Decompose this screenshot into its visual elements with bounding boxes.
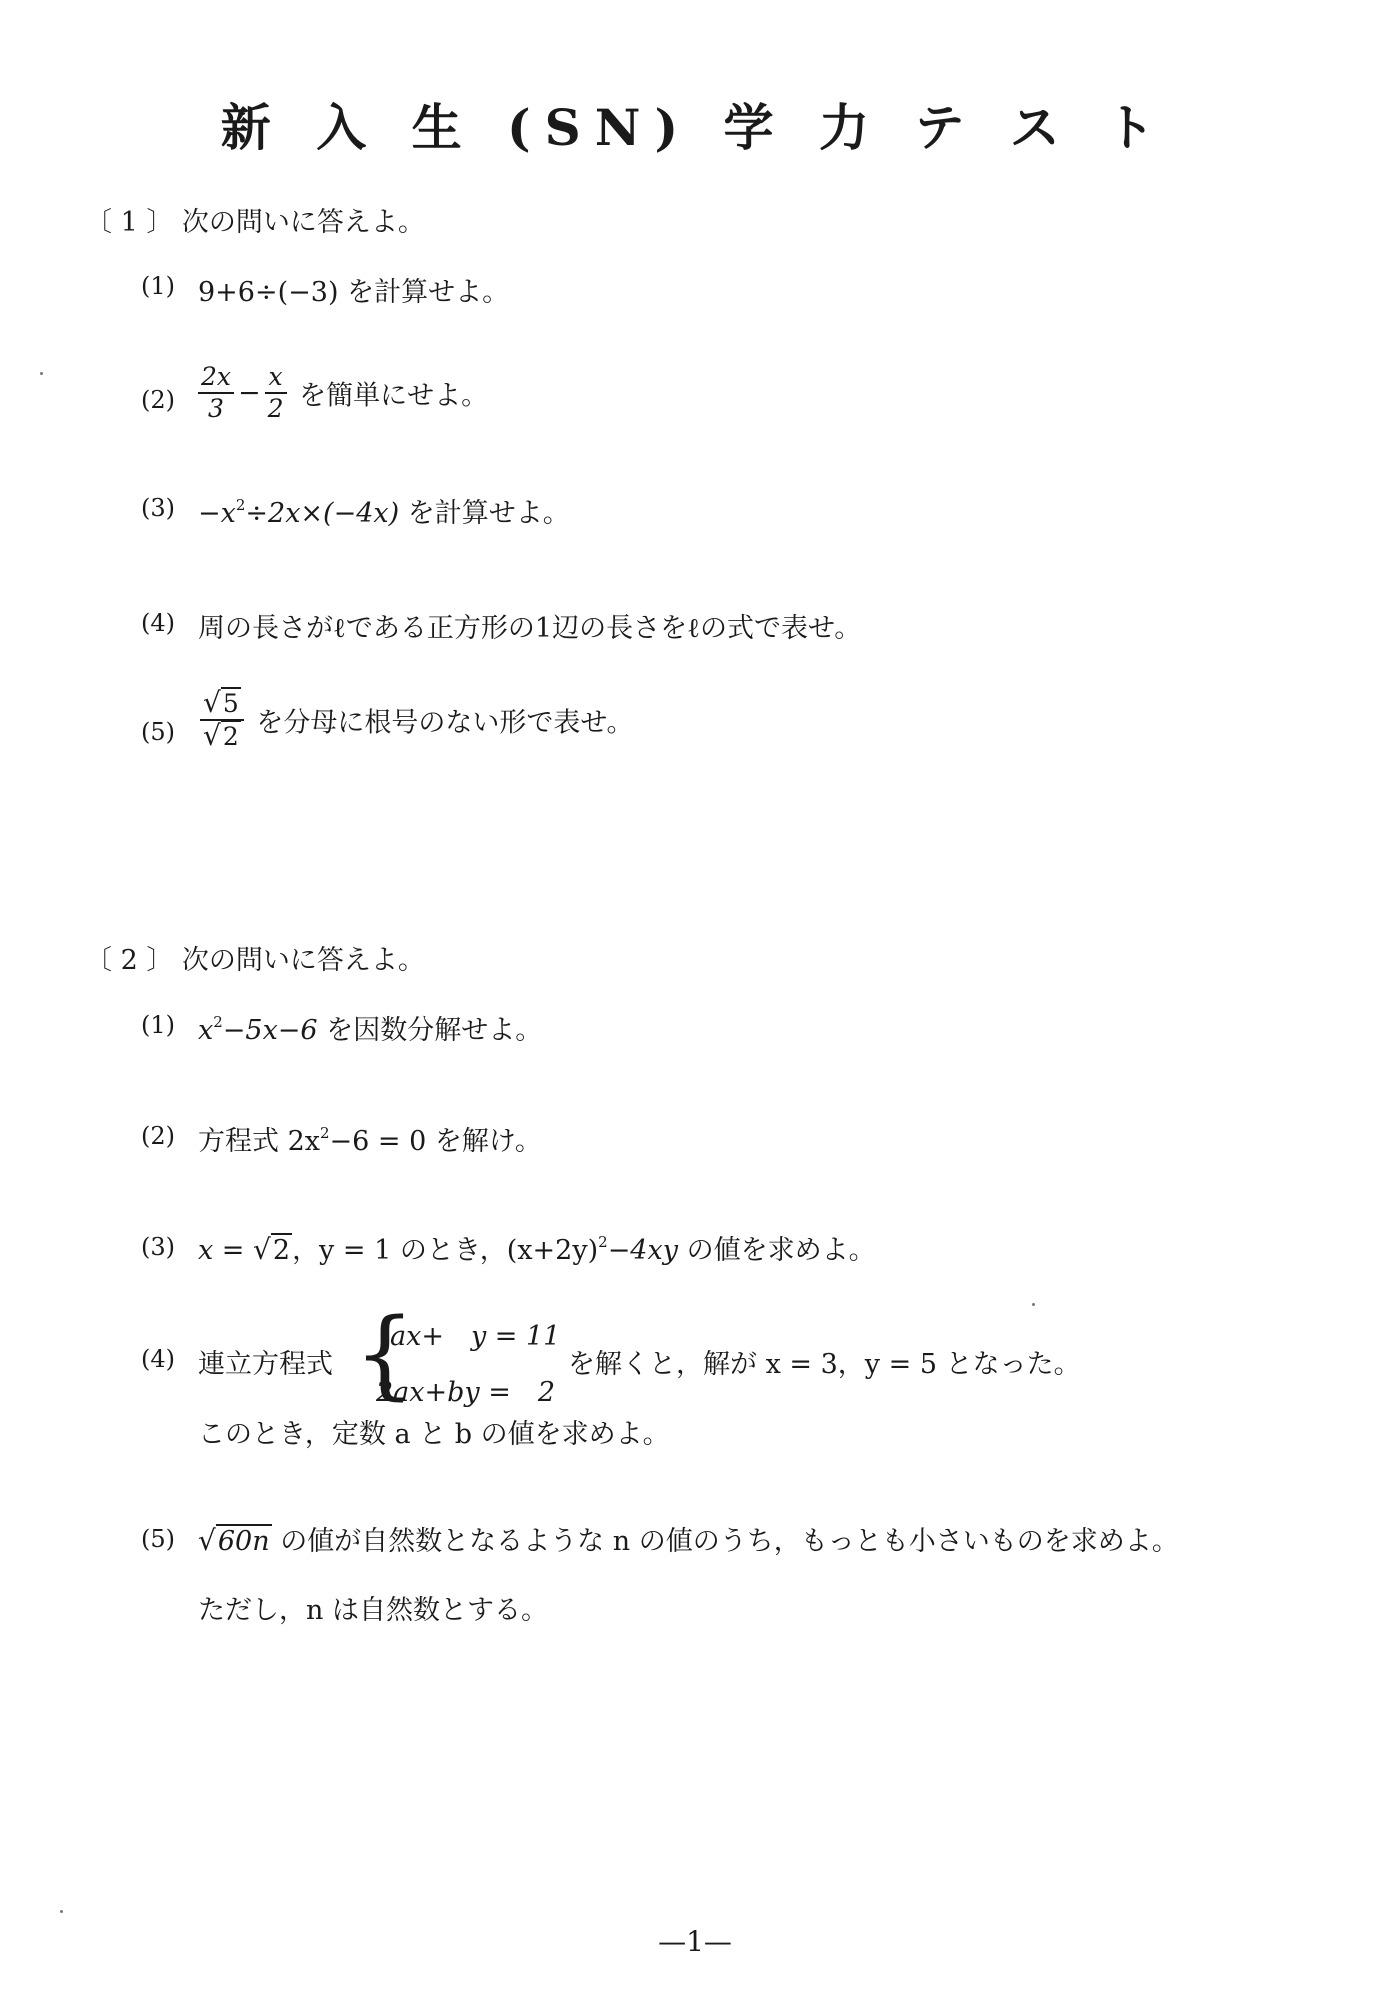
q2-4-text: を解くと，解が x = 3，y = 5 となった。 [568,1349,1081,1380]
q2-1-term-a: x [198,1015,214,1046]
q1-5-body [196,688,634,752]
q1-4-text: 周の長さがℓである正方形の1辺の長さをℓの式で表せ。 [198,613,862,644]
q1-3-term-b: ÷2x×(−4x) [245,498,400,529]
sqrt-60n: √60n [198,1524,270,1557]
q2-5-body [198,1519,1179,1558]
q1-3-exponent: 2 [235,496,246,514]
q2-2-exponent: 2 [320,1124,330,1142]
q1-5-text: を分母に根号のない形で表せ。 [256,707,634,739]
q1-1-body [198,270,509,309]
q1-1-text: を計算せよ。 [347,277,510,308]
q2-1-exponent: 2 [213,1013,223,1031]
minus-sign: − [238,377,261,409]
sqrt-2: √2 [203,719,239,752]
q2-3-body [198,1228,876,1267]
q2-3-term-a: x = [198,1235,245,1266]
q1-4-number: (4) [141,609,175,637]
q1-3-text: を計算せよ。 [407,498,570,529]
q1-2-text: を簡単にせよ。 [299,380,489,412]
q2-2-prefix: 方程式 2x [198,1126,320,1157]
sqrt-2-q3: √2 [253,1233,291,1266]
q1-3-term-a: −x [198,498,236,529]
section-1-heading: 〔 1 〕 次の問いに答えよ。 [85,207,425,238]
section-2-heading: 〔 2 〕 次の問いに答えよ。 [85,945,425,976]
q1-2-body [194,362,488,424]
q1-5-number: (5) [141,718,175,746]
q1-1-expression: 9+6÷(−3) [198,277,339,308]
q2-5-line2: ただし，n は自然数とする。 [198,1595,548,1626]
fraction-sqrt5-over-sqrt2 [200,688,244,752]
q1-3-body [198,491,570,530]
q2-2-term-b: −6 = 0 [329,1126,427,1157]
q1-1-number: (1) [141,272,175,300]
q2-4-equation-2: 2ax+by = 2 [376,1377,556,1408]
page-number: —1— [658,1925,732,1958]
q2-2-number: (2) [141,1122,175,1150]
q2-1-text: を因数分解せよ。 [326,1015,543,1046]
q2-2-body [198,1119,542,1158]
q2-1-number: (1) [141,1011,175,1039]
q2-4-number: (4) [141,1345,175,1373]
q1-3-number: (3) [141,494,175,522]
q2-4-equation-1: ax+ y = 11 [390,1321,561,1352]
q2-3-term-b: ，y = 1 のとき，(x+2y) [292,1235,599,1266]
scan-speck [40,372,43,375]
scan-speck [1032,1303,1035,1306]
fraction-x-over-2: $\frac{x}{2}$ [265,362,287,424]
q2-4-prefix: 連立方程式 [198,1349,333,1380]
q2-3-exponent: 2 [598,1233,608,1251]
scan-speck [60,1910,63,1913]
q2-3-term-c: −4xy [607,1235,678,1266]
q1-2-number: (2) [141,386,175,414]
fraction-2x-over-3: $\frac{2x}{3}$ [198,362,234,424]
page-title: 新 入 生 (SN) 学 力 テ ス ト [220,98,1170,157]
q2-5-text: の値が自然数となるような n の値のうち，もっとも小さいものを求めよ。 [280,1526,1179,1557]
q2-4-line2: このとき，定数 a と b の値を求めよ。 [198,1419,670,1450]
q2-3-text: の値を求めよ。 [686,1235,876,1266]
q2-3-number: (3) [141,1233,175,1261]
q2-5-number: (5) [141,1525,175,1553]
q2-2-text: を解け。 [434,1126,542,1157]
q2-1-body [198,1008,542,1047]
q2-1-term-b: −5x−6 [222,1015,318,1046]
sqrt-5: √5 [203,686,239,719]
system-brace: { [354,1298,416,1410]
